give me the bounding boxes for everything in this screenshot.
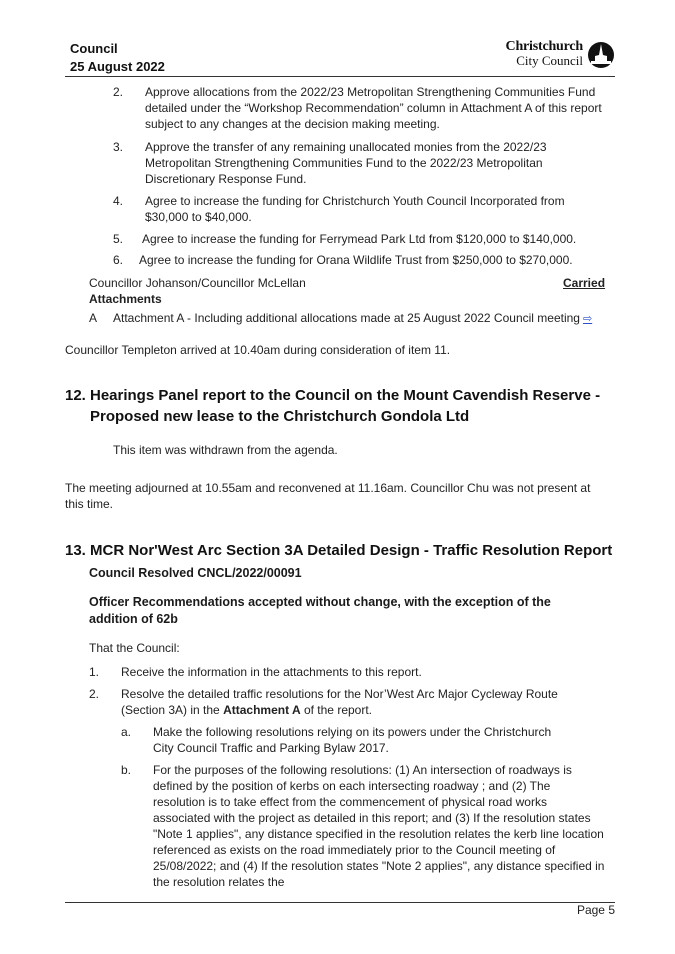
council-resolved: Council Resolved CNCL/2022/00091 <box>89 566 302 580</box>
officer-recommendations-heading: Officer Recommendations accepted without change, with the exception of the addition of 62b <box>89 595 551 626</box>
attachment-a-ref: Attachment A <box>223 703 301 717</box>
page-header <box>70 40 165 76</box>
header-rule <box>65 76 615 77</box>
council-logo <box>480 40 615 70</box>
open-attachment-arrow-icon[interactable]: ⇨ <box>582 313 593 325</box>
templeton-arrival-note: Councillor Templeton arrived at 10.40am during consideration of item 11. <box>65 343 451 357</box>
cathedral-logo-icon <box>587 41 615 69</box>
footer-rule <box>65 902 615 903</box>
attachment-item <box>89 310 609 327</box>
attachments-heading: Attachments <box>89 292 162 306</box>
item-12-body: This item was withdrawn from the agenda. <box>113 443 338 457</box>
logo-line2: City Council <box>516 53 583 68</box>
intro-text: That the Council: <box>89 641 180 655</box>
attachment-letter: A <box>89 311 98 325</box>
attachment-link[interactable]: Attachment A - Including additional allocations made at 25 August 2022 Council meeting <box>113 311 580 325</box>
mover-seconder: Councillor Johanson/Councillor McLellan <box>89 276 306 290</box>
logo-line1: Christchurch <box>505 39 583 54</box>
carried-status: Carried <box>563 276 606 290</box>
header-date: 25 August 2022 <box>70 59 165 74</box>
header-title: Council <box>70 41 118 56</box>
page-number: Page 5 <box>576 903 615 917</box>
adjournment-note: The meeting adjourned at 10.55am and reconvened at 11.16am. Councillor Chu was not present at this time. <box>65 481 591 511</box>
